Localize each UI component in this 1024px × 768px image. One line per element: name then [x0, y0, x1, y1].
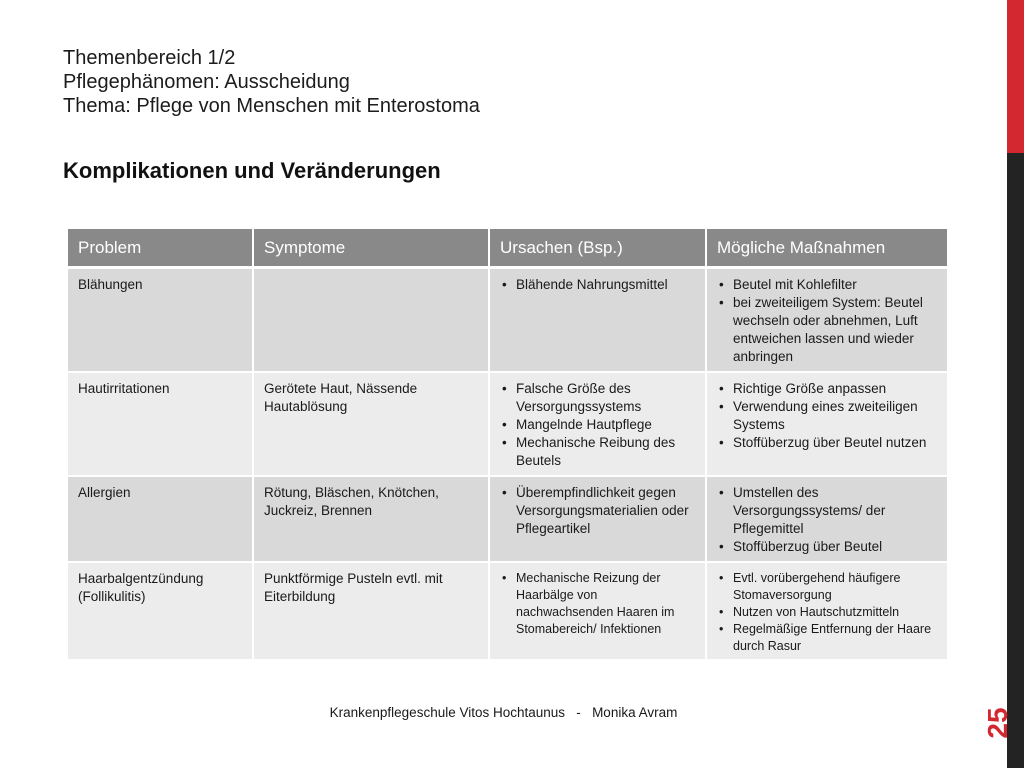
accent-strip-red [1007, 0, 1024, 153]
slide-header [63, 46, 480, 118]
column-header-ursachen: Ursachen (Bsp.) [490, 229, 707, 269]
list-item: • Mechanische Reibung des Beutels [500, 434, 695, 470]
header-topic-area: Themenbereich 1/2 [63, 47, 236, 69]
list-item: • Stoffüberzug über Beutel nutzen [717, 434, 937, 452]
list-item: • Mechanische Reizung der Haarbälge von nachwachsenden Haaren im Stomabereich/ Infektionen [500, 570, 695, 638]
header-theme: Thema: Pflege von Menschen mit Enterostoma [63, 95, 480, 117]
footer-author: Monika Avram [592, 705, 678, 720]
list-item: • Beutel mit Kohlefilter [717, 276, 937, 294]
list-item: • Überempfindlichkeit gegen Versorgungsmaterialien oder Pflegeartikel [500, 484, 695, 538]
table-row [68, 477, 947, 563]
cell-massnahmen [707, 563, 947, 661]
accent-strip-dark [1007, 153, 1024, 768]
list-item: • Verwendung eines zweiteiligen Systems [717, 398, 937, 434]
list-item: • bei zweiteiligem System: Beutel wechseln oder abnehmen, Luft entweichen lassen und wieder anbringen [717, 294, 937, 366]
cell-problem: Hautirritationen [68, 373, 254, 477]
table-header-row [68, 229, 947, 269]
cell-massnahmen [707, 373, 947, 477]
list-item: • Evtl. vorübergehend häufigere Stomaversorgung [717, 570, 937, 604]
slide-footer [0, 705, 1007, 720]
cell-ursachen [490, 477, 707, 563]
list-item: • Umstellen des Versorgungssystems/ der Pflegemittel [717, 484, 937, 538]
list-item: • Falsche Größe des Versorgungssystems [500, 380, 695, 416]
cell-massnahmen [707, 269, 947, 373]
cell-symptome: Gerötete Haut, Nässende Hautablösung [254, 373, 490, 477]
cell-problem: Blähungen [68, 269, 254, 373]
cell-ursachen [490, 563, 707, 661]
list-item: • Nutzen von Hautschutzmitteln [717, 604, 937, 621]
list-item: • Regelmäßige Entfernung der Haare durch Rasur [717, 621, 937, 655]
list-item: • Mangelnde Hautpflege [500, 416, 695, 434]
cell-problem: Allergien [68, 477, 254, 563]
footer-separator: - [576, 705, 581, 720]
table-row [68, 269, 947, 373]
list-item: • Stoffüberzug über Beutel [717, 538, 937, 556]
column-header-problem: Problem [68, 229, 254, 269]
section-title: Komplikationen und Veränderungen [63, 158, 441, 183]
cell-symptome: Rötung, Bläschen, Knötchen, Juckreiz, Brennen [254, 477, 490, 563]
list-item: • Richtige Größe anpassen [717, 380, 937, 398]
table-row [68, 373, 947, 477]
slide-number: 25 [982, 707, 1013, 739]
cell-symptome [254, 269, 490, 373]
table-row [68, 563, 947, 661]
column-header-symptome: Symptome [254, 229, 490, 269]
list-item: • Blähende Nahrungsmittel [500, 276, 695, 294]
column-header-massnahmen: Mögliche Maßnahmen [707, 229, 947, 269]
cell-ursachen [490, 269, 707, 373]
footer-school: Krankenpflegeschule Vitos Hochtaunus [329, 705, 566, 720]
header-care-phenomenon: Pflegephänomen: Ausscheidung [63, 71, 350, 93]
cell-problem: Haarbalgentzündung (Follikulitis) [68, 563, 254, 661]
cell-massnahmen [707, 477, 947, 563]
cell-ursachen [490, 373, 707, 477]
complications-table [68, 229, 947, 661]
cell-symptome: Punktförmige Pusteln evtl. mit Eiterbildung [254, 563, 490, 661]
